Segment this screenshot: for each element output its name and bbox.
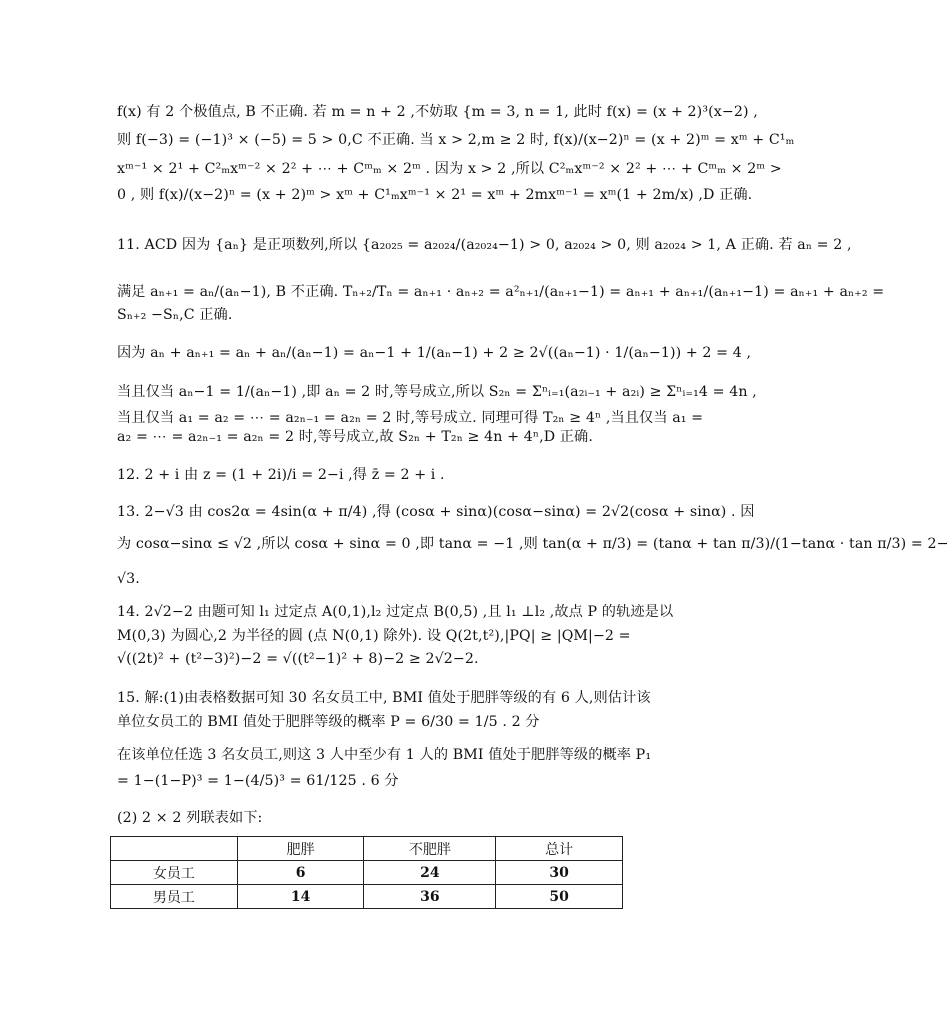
table-header-row <box>111 837 623 861</box>
text-line: 在该单位任选 3 名女员工,则这 3 人中至少有 1 人的 BMI 值处于肥胖等级的概率 P₁ <box>117 747 652 763</box>
text-line: 13. 2−√3 由 cos2α = 4sin(α + π/4) ,得 (cosα + sinα)(cosα−sinα) = 2√2(cosα + sinα) . 因 <box>117 504 755 520</box>
table-cell: 6 <box>237 861 364 885</box>
text-line: 因为 aₙ + aₙ₊₁ = aₙ + aₙ/(aₙ−1) = aₙ−1 + 1/(aₙ−1) + 2 ≥ 2√((aₙ−1) · 1/(aₙ−1)) + 2 = 4 , <box>117 345 752 361</box>
table-cell: 30 <box>496 861 623 885</box>
text-line: 则 f(−3) = (−1)³ × (−5) = 5 > 0,C 不正确. 当 x > 2,m ≥ 2 时, f(x)/(x−2)ⁿ = (x + 2)ᵐ = xᵐ + C¹ₘ <box>117 132 795 148</box>
text-line: 单位女员工的 BMI 值处于肥胖等级的概率 P = 6/30 = 1/5 . 2 分 <box>117 714 540 730</box>
table-cell: 14 <box>237 885 364 909</box>
table-cell: 36 <box>364 885 496 909</box>
contingency-table <box>110 836 623 909</box>
text-line: (2) 2 × 2 列联表如下: <box>117 810 263 826</box>
text-line: a₂ = ⋯ = a₂ₙ₋₁ = a₂ₙ = 2 时,等号成立,故 S₂ₙ + T₂ₙ ≥ 4n + 4ⁿ,D 正确. <box>117 429 593 445</box>
text-line: 当且仅当 a₁ = a₂ = ⋯ = a₂ₙ₋₁ = a₂ₙ = 2 时,等号成立. 同理可得 T₂ₙ ≥ 4ⁿ ,当且仅当 a₁ = <box>117 410 704 426</box>
text-line: M(0,3) 为圆心,2 为半径的圆 (点 N(0,1) 除外). 设 Q(2t,t²),|PQ| ≥ |QM|−2 = <box>117 628 631 644</box>
table-cell: 50 <box>496 885 623 909</box>
text-line: 当且仅当 aₙ−1 = 1/(aₙ−1) ,即 aₙ = 2 时,等号成立,所以 S₂ₙ = Σⁿᵢ₌₁(a₂ᵢ₋₁ + a₂ᵢ) ≥ Σⁿᵢ₌₁4 = 4n , <box>117 384 757 400</box>
table-cell: 24 <box>364 861 496 885</box>
text-line: 14. 2√2−2 由题可知 l₁ 过定点 A(0,1),l₂ 过定点 B(0,5) ,且 l₁ ⊥l₂ ,故点 P 的轨迹是以 <box>117 604 674 620</box>
table-header-cell: 肥胖 <box>237 837 364 861</box>
text-line: xᵐ⁻¹ × 2¹ + C²ₘxᵐ⁻² × 2² + ⋯ + Cᵐₘ × 2ᵐ . 因为 x > 2 ,所以 C²ₘxᵐ⁻² × 2² + ⋯ + Cᵐₘ × 2ᵐ > <box>117 161 782 177</box>
text-line: = 1−(1−P)³ = 1−(4/5)³ = 61/125 . 6 分 <box>117 773 399 789</box>
table-header-cell: 不肥胖 <box>364 837 496 861</box>
table-row <box>111 885 623 909</box>
text-line: Sₙ₊₂ −Sₙ,C 正确. <box>117 307 233 323</box>
text-line: 11. ACD 因为 {aₙ} 是正项数列,所以 {a₂₀₂₅ = a₂₀₂₄/(a₂₀₂₄−1) > 0, a₂₀₂₄ > 0, 则 a₂₀₂₄ > 1, A 正确. 若 aₙ = 2 , <box>117 237 852 253</box>
text-line: 满足 aₙ₊₁ = aₙ/(aₙ−1), B 不正确. Tₙ₊₂/Tₙ = aₙ₊₁ · aₙ₊₂ = a²ₙ₊₁/(aₙ₊₁−1) = aₙ₊₁ + aₙ₊₁/(aₙ₊₁−1) = aₙ₊₁ + aₙ₊₂ = <box>117 284 885 300</box>
text-line: √3. <box>117 571 140 587</box>
text-line: 15. 解:(1)由表格数据可知 30 名女员工中, BMI 值处于肥胖等级的有 6 人,则估计该 <box>117 690 651 706</box>
text-line: √((2t)² + (t²−3)²)−2 = √((t²−1)² + 8)−2 ≥ 2√2−2. <box>117 651 479 667</box>
table-header-cell <box>111 837 238 861</box>
text-line: 0 , 则 f(x)/(x−2)ⁿ = (x + 2)ᵐ > xᵐ + C¹ₘxᵐ⁻¹ × 2¹ = xᵐ + 2mxᵐ⁻¹ = xᵐ(1 + 2m/x) ,D 正确. <box>117 187 753 203</box>
table-cell: 女员工 <box>111 861 238 885</box>
table-row <box>111 861 623 885</box>
text-line: f(x) 有 2 个极值点, B 不正确. 若 m = n + 2 ,不妨取 {m = 3, n = 1, 此时 f(x) = (x + 2)³(x−2) , <box>117 104 758 120</box>
text-line: 为 cosα−sinα ≤ √2 ,所以 cosα + sinα = 0 ,即 tanα = −1 ,则 tan(α + π/3) = (tanα + tan π/3)/(1−tanα · tan π/3) = 2− <box>117 536 949 552</box>
table-header-cell: 总计 <box>496 837 623 861</box>
table-cell: 男员工 <box>111 885 238 909</box>
text-line: 12. 2 + i 由 z = (1 + 2i)/i = 2−i ,得 z̄ = 2 + i . <box>117 467 445 483</box>
